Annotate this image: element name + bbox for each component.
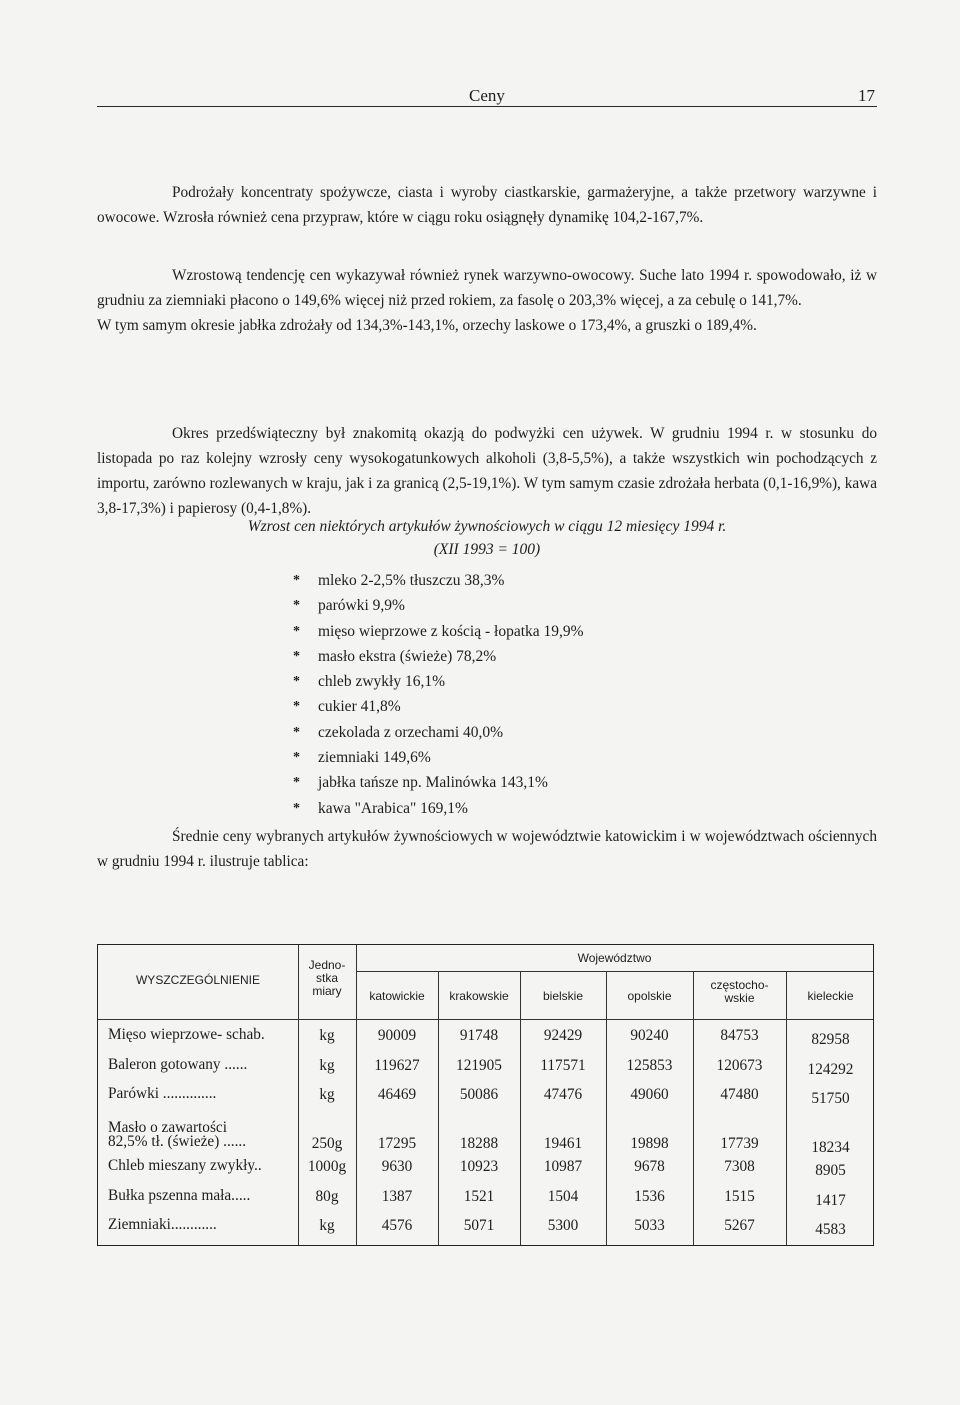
row-unit: kg bbox=[319, 1086, 335, 1103]
table-cell: 4583 bbox=[815, 1221, 846, 1238]
list-item-text: chleb zwykły 16,1% bbox=[318, 673, 445, 691]
table-cell: 17295 bbox=[377, 1135, 417, 1152]
row-label: Bułka pszenna mała..... bbox=[108, 1187, 251, 1204]
bullet-star: * bbox=[293, 623, 300, 639]
bullet-star: * bbox=[293, 750, 300, 766]
bullet-star: * bbox=[293, 573, 300, 588]
list-item-text: mleko 2-2,5% tłuszczu 38,3% bbox=[318, 572, 505, 589]
table-cell: 18288 bbox=[459, 1135, 499, 1152]
row-label: Mięso wieprzowe- schab. bbox=[108, 1026, 265, 1043]
list-item-text: parówki 9,9% bbox=[318, 597, 405, 615]
column-header: opolskie bbox=[627, 989, 672, 1003]
list-item-text: masło ekstra (świeże) 78,2% bbox=[318, 647, 497, 665]
bullet-star: * bbox=[293, 674, 300, 690]
list-item-text: czekolada z orzechami 40,0% bbox=[318, 723, 504, 741]
row-unit: 1000g bbox=[307, 1158, 347, 1175]
table-cell: 84753 bbox=[720, 1027, 759, 1044]
list-caption-base: (XII 1993 = 100) bbox=[433, 541, 541, 558]
table-cell: 120673 bbox=[716, 1057, 763, 1074]
header-item: WYSZCZEGÓLNIENIE bbox=[135, 973, 260, 987]
bullet-star: * bbox=[293, 699, 300, 715]
bullet-star: * bbox=[293, 598, 300, 614]
bullet-star: * bbox=[293, 800, 300, 816]
table-cell: 1536 bbox=[634, 1188, 665, 1205]
table-cell: 1521 bbox=[463, 1188, 495, 1205]
paragraph-2b: W tym samym okresie jabłka zdrożały od 134,3%-143,1%, orzechy laskowe o 173,4%, a gruszki o 189,4%. bbox=[97, 317, 757, 334]
table-cell: 17739 bbox=[720, 1135, 759, 1152]
column-header: kieleckie bbox=[807, 989, 854, 1003]
paragraph-2a: Wzrostową tendencję cen wykazywał również rynek warzywno-owocowy. Suche lato 1994 r. spowodowało, iż w grudniu za ziemniaki płacono o 149,6% więcej niż przed rokiem, za fasolę o 203,3% więcej, a za cebulę o 141,7%. bbox=[97, 267, 877, 309]
table-cell: 19461 bbox=[543, 1135, 583, 1152]
list-item bbox=[293, 619, 793, 644]
list-item bbox=[293, 720, 793, 745]
row-unit: kg bbox=[319, 1027, 335, 1044]
list-item bbox=[293, 568, 793, 593]
bullet-star: * bbox=[293, 724, 300, 740]
table-divider bbox=[356, 971, 873, 972]
table-cell: 125853 bbox=[626, 1057, 673, 1074]
table-cell: 47480 bbox=[720, 1086, 759, 1103]
table-cell: 9630 bbox=[381, 1158, 413, 1175]
table-cell: 121905 bbox=[456, 1057, 502, 1074]
row-label: Parówki .............. bbox=[108, 1085, 217, 1102]
table-cell: 19898 bbox=[630, 1135, 669, 1152]
list-item bbox=[293, 770, 793, 795]
table-cell: 117571 bbox=[540, 1057, 586, 1074]
column-header: katowickie bbox=[369, 989, 425, 1003]
header-unit-line: Jedno- bbox=[308, 958, 346, 972]
row-unit: 250g bbox=[311, 1135, 343, 1152]
table-cell: 47476 bbox=[543, 1086, 583, 1103]
table-cell: 92429 bbox=[543, 1027, 583, 1044]
table-cell: 10987 bbox=[543, 1158, 583, 1175]
header-title: Ceny bbox=[469, 86, 505, 105]
paragraph-4: Średnie ceny wybranych artykułów żywnościowych w województwie katowickim i w województwach ościennych w grudniu 1994 r. ilustruje tablica: bbox=[97, 828, 877, 870]
table-cell: 8905 bbox=[815, 1162, 846, 1179]
row-label: Ziemniaki............ bbox=[108, 1216, 217, 1233]
table-cell: 9678 bbox=[634, 1158, 665, 1175]
list-item-text: mięso wieprzowe z kością - łopatka 19,9% bbox=[318, 622, 584, 640]
table-cell: 1387 bbox=[381, 1188, 413, 1205]
table-cell: 51750 bbox=[811, 1090, 850, 1107]
price-increase-list bbox=[293, 568, 793, 821]
table-cell: 7308 bbox=[724, 1158, 755, 1175]
list-item bbox=[293, 593, 793, 618]
bullet-star: * bbox=[293, 648, 300, 664]
table-cell: 4576 bbox=[381, 1217, 413, 1234]
row-label: Chleb mieszany zwykły.. bbox=[108, 1157, 262, 1174]
table-cell: 5033 bbox=[634, 1217, 665, 1234]
page-number: 17 bbox=[858, 86, 875, 105]
bullet-star: * bbox=[293, 775, 300, 791]
table-cell: 18234 bbox=[811, 1139, 850, 1156]
table-cell: 90240 bbox=[630, 1027, 669, 1044]
list-item-text: ziemniaki 149,6% bbox=[318, 749, 431, 767]
table-cell: 119627 bbox=[374, 1057, 420, 1074]
list-item bbox=[293, 745, 793, 770]
header-unit bbox=[298, 959, 356, 998]
row-label: Masło o zawartości 82,5% tł. (świeże) ...... bbox=[108, 1119, 247, 1150]
table-cell: 5267 bbox=[724, 1217, 755, 1234]
table-cell: 90009 bbox=[377, 1027, 417, 1044]
table-cell: 50086 bbox=[459, 1086, 499, 1103]
table-cell: 5071 bbox=[463, 1217, 495, 1234]
table-divider bbox=[98, 1019, 873, 1020]
table-cell: 1417 bbox=[815, 1192, 846, 1209]
list-caption-title: Wzrost cen niektórych artykułów żywnościowych w ciągu 12 miesięcy 1994 r. bbox=[247, 518, 727, 535]
prices-table bbox=[97, 944, 874, 1246]
header-unit-line: miary bbox=[312, 984, 342, 998]
table-cell: 82958 bbox=[811, 1031, 850, 1048]
table-cell: 1504 bbox=[547, 1188, 579, 1205]
paragraph-3: Okres przedświąteczny był znakomitą okazją do podwyżki cen używek. W grudniu 1994 r. w stosunku do listopada po raz kolejny wzrosły ceny wysokogatunkowych alkoholi (3,8-5,5%), a także wszystkich win pochodzących z importu, zarówno rozlewanych w kraju, jak i za granicą (2,5-19,1%). W tym samym czasie zdrożała herbata (0,1-16,9%), kawa 3,8-17,3%) i papierosy (0,4-1,8%). bbox=[97, 425, 877, 517]
table-cell: 49060 bbox=[630, 1086, 669, 1103]
page-header bbox=[97, 84, 877, 107]
column-header: krakowskie bbox=[449, 989, 509, 1003]
row-unit: 80g bbox=[315, 1188, 339, 1205]
header-group: Województwo bbox=[577, 951, 652, 965]
row-unit: kg bbox=[319, 1217, 335, 1234]
column-header: częstocho- wskie bbox=[710, 978, 769, 1005]
table-cell: 124292 bbox=[807, 1061, 854, 1078]
list-item bbox=[293, 644, 793, 669]
row-unit: kg bbox=[319, 1057, 335, 1074]
table-cell: 91748 bbox=[459, 1027, 499, 1044]
list-item-text: cukier 41,8% bbox=[318, 698, 401, 716]
row-label: Baleron gotowany ...... bbox=[108, 1056, 248, 1073]
table-cell: 1515 bbox=[724, 1188, 755, 1205]
list-item-text: kawa "Arabica" 169,1% bbox=[318, 799, 468, 817]
list-item bbox=[293, 694, 793, 719]
paragraph-2 bbox=[97, 263, 877, 338]
table-cell: 46469 bbox=[377, 1086, 417, 1103]
table-cell: 10923 bbox=[459, 1158, 499, 1175]
list-item bbox=[293, 796, 793, 821]
column-header: bielskie bbox=[542, 989, 584, 1003]
paragraph-1: Podrożały koncentraty spożywcze, ciasta i wyroby ciastkarskie, garmażeryjne, a także przetwory warzywne i owocowe. Wzrosła również cena przypraw, które w ciągu roku osiągnęły dynamikę 104,2-167,7%. bbox=[97, 184, 877, 226]
table-cell: 5300 bbox=[547, 1217, 579, 1234]
header-unit-line: stka bbox=[315, 971, 338, 985]
list-item-text: jabłka tańsze np. Malinówka 143,1% bbox=[318, 774, 548, 792]
list-item bbox=[293, 669, 793, 694]
